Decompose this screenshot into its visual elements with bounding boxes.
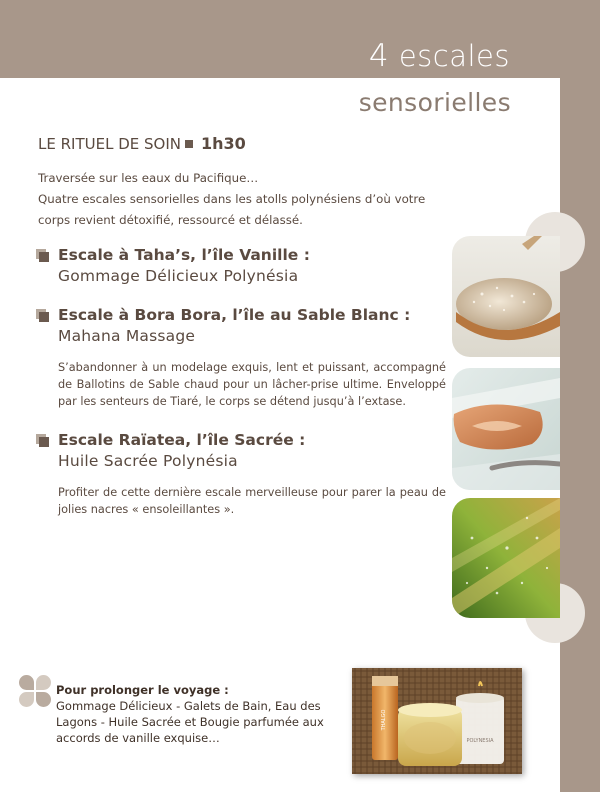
escale-subtitle: Gommage Délicieux Polynésia — [58, 267, 299, 285]
escale-raiatea — [36, 430, 446, 518]
escale-taha — [36, 245, 446, 287]
page-title-line1: 4 escales — [368, 38, 510, 74]
footer-text — [56, 682, 336, 746]
footer-title: Pour prolonger le voyage : — [56, 683, 229, 697]
double-square-bullet-icon — [36, 309, 50, 323]
double-square-bullet-icon — [36, 249, 50, 263]
intro-text — [38, 168, 458, 231]
photo-scrub-spoon — [452, 236, 560, 357]
photo-pebbles-vanilla — [452, 368, 560, 490]
page-title-line2: sensorielles — [358, 88, 511, 117]
bottle-brand-label: THALGO — [381, 709, 387, 731]
escale-subtitle: Mahana Massage — [58, 327, 196, 345]
square-bullet-icon — [185, 140, 193, 148]
photo-green-leaf — [452, 498, 560, 618]
escale-description: Profiter de cette dernière escale merveilleuse pour parer la peau de jolies nacres « ensoleillantes ». — [58, 486, 446, 516]
right-margin-band — [560, 0, 600, 792]
ritual-heading — [38, 134, 246, 153]
escale-subtitle: Huile Sacrée Polynésia — [58, 452, 238, 470]
ritual-label: LE RITUEL DE SOIN — [38, 135, 181, 153]
header-band — [0, 0, 600, 78]
double-square-bullet-icon — [36, 434, 50, 448]
intro-line: Quatre escales sensorielles dans les atolls polynésiens d’où votre — [38, 192, 426, 206]
ritual-duration: 1h30 — [200, 134, 246, 153]
escale-description: S’abandonner à un modelage exquis, lent et puissant, accompagné de Ballotins de Sable chaud pour un lâcher-prise ultime. Enveloppé par les senteurs de Tiaré, le corps se détend jusqu’à l’extase. — [58, 361, 446, 408]
footer-body: Gommage Délicieux - Galets de Bain, Eau des Lagons - Huile Sacrée et Bougie parfumée aux accords de vanille exquise… — [56, 699, 324, 745]
escale-title: Escale à Taha’s, l’île Vanille : — [58, 246, 310, 264]
intro-line: Traversée sur les eaux du Pacifique… — [38, 171, 259, 185]
escale-bora-bora — [36, 305, 446, 410]
candle-brand-label: POLYNESIA — [466, 738, 494, 744]
escale-title: Escale à Bora Bora, l’île au Sable Blanc : — [58, 306, 411, 324]
escale-title: Escale Raïatea, l’île Sacrée : — [58, 431, 306, 449]
clover-icon — [19, 675, 53, 709]
intro-line: corps revient détoxifié, ressourcé et délassé. — [38, 213, 303, 227]
photo-products — [352, 668, 522, 774]
